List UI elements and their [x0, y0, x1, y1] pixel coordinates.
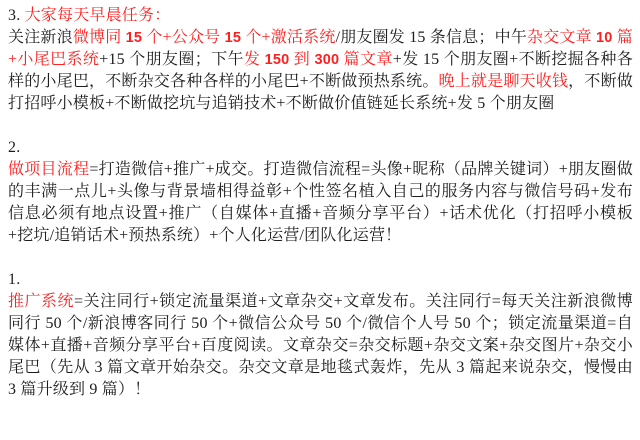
text-run: 关注新浪 [8, 29, 73, 46]
highlighted-text-run: 做项目流程 [8, 161, 90, 178]
highlighted-text-run: 大家每天早晨任务： [24, 7, 171, 24]
highlighted-text-run: 300 [314, 52, 340, 68]
highlighted-text-run: 到 [289, 51, 315, 68]
highlighted-text-run: 150 [264, 52, 290, 68]
highlighted-text-run: 篇+小尾巴系统 [8, 29, 633, 68]
text-run: /朋友圈发 15 条信息；中午 [335, 29, 528, 46]
text-run: 3. [8, 7, 25, 24]
section-3-heading [8, 5, 633, 27]
section-2-body [8, 159, 633, 247]
highlighted-text-run: 15 [125, 30, 143, 46]
section-1-body [8, 291, 633, 401]
highlighted-text-run: 推广系统 [8, 293, 75, 310]
highlighted-text-run: 晚上就是聊天收钱 [438, 73, 569, 90]
highlighted-text-run: 个+公众号 [142, 29, 225, 46]
text-run: ，不断做打招呼小模板+不断做挖坑与追销技术+不断做价值链延长系统+发 5 个朋友圈 [8, 73, 633, 112]
highlighted-text-run: 微博同 [72, 29, 126, 46]
highlighted-text-run: 15 [224, 30, 242, 46]
section-1-label [8, 269, 633, 291]
highlighted-text-run: 杂交文章 [527, 29, 597, 46]
text-run: 2. [8, 139, 21, 156]
text-run: +15 个朋友圈；下午 [99, 51, 244, 68]
text-run: =打造微信+推广+成交。打造微信流程=头像+昵称（品牌关键词）+朋友圈做的丰满一点儿+头像与背景墙相得益彰+个性签名植入自己的服务内容与微信号码+发布信息必须有地点设置+推广（自媒体+直播+音频分享平台）+话术优化（打招呼小模板+挖坑/追销话术+预热系统）+个人化运营/团队化运营！ [8, 161, 633, 244]
text-run: =关注同行+锁定流量渠道+文章杂交+文章发布。关注同行=每天关注新浪微博同行 50 个/新浪博客同行 50 个+微信公众号 50 个/微信个人号 50 个；锁定流量渠道=自媒体+直播+音频分享平台+百度阅读。文章杂交=杂交标题+杂交文案+杂交图片+杂交小尾巴（先从 3 篇文章开始杂交。杂交文章是地毯式轰炸，先从 3 篇起来说杂交，慢慢由 3 篇升级到 9 篇）！ [8, 293, 633, 398]
highlighted-text-run: 个+激活系统 [241, 29, 336, 46]
highlighted-text-run: 发 [243, 51, 265, 68]
section-2-label [8, 137, 633, 159]
section-3-body [8, 27, 633, 115]
text-run: 1. [8, 271, 21, 288]
text-run: +发 15 个朋友圈+不断挖掘各种各样的小尾巴，不断杂交各种各样的小尾巴+不断做预热系统。 [8, 51, 633, 90]
highlighted-text-run: 10 [596, 30, 613, 46]
highlighted-text-run: 篇文章 [339, 51, 393, 68]
